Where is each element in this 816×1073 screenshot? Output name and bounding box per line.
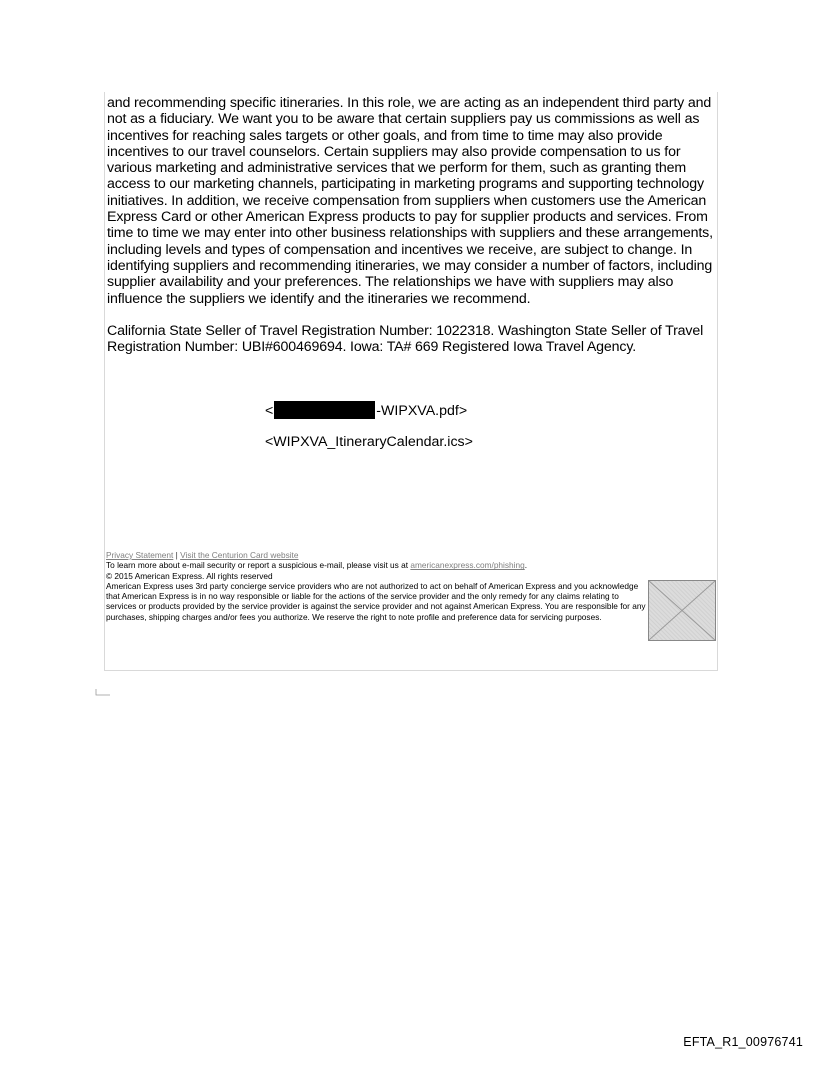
privacy-statement-link[interactable]: Privacy Statement — [106, 550, 174, 560]
email-footer — [106, 550, 651, 622]
centurion-card-link[interactable]: Visit the Centurion Card website — [180, 550, 299, 560]
pdf-attachment-prefix: < — [265, 403, 274, 419]
pdf-attachment-name: -WIPXVA.pdf> — [376, 403, 468, 419]
commission-disclosure-paragraph: and recommending specific itineraries. In this role, we are acting as an independent third party and not as a fiduciary. We want you to be aware that certain suppliers pay us commissions as well as incentives for reaching sales targets or other goals, and from time to time may also provide incentives to our travel counselors. Certain suppliers may also provide compensation to us for various marketing and administrative services that we perform for them, such as granting them access to our marketing channels, participating in marketing programs and supporting technology initiatives. In addition, we receive compensation from suppliers when customers use the American Express Card or other American Express products to pay for supplier products and services. From time to time we may enter into other business relationships with suppliers and these arrangements, including levels and types of compensation and incentives we receive, are subject to change. In identifying suppliers and recommending itineraries, we may consider a number of factors, including supplier availability and your preferences. The relationships we have with suppliers may also influence the suppliers we identify and the itineraries we recommend. — [107, 95, 713, 307]
concierge-disclaimer: American Express uses 3rd party concierge service providers who are not authorized to act on behalf of American Express and you acknowledge that American Express is in no way responsible or liable for the actions of the service provider and the only remedy for any claims relating to services or products provided by the service provider is against the service provider and not against American Express. You are responsible for any purchases, shipping charges and/or fees you authorize. We reserve the right to note profile and preference data for servicing purposes. — [106, 580, 646, 622]
broken-image-placeholder — [648, 580, 716, 641]
footer-link-separator: | — [175, 550, 178, 560]
artifact-mark-icon — [95, 688, 111, 696]
phishing-link[interactable]: americanexpress.com/phishing — [410, 560, 525, 571]
pdf-attachment[interactable] — [265, 401, 467, 420]
registration-paragraph: California State Seller of Travel Registration Number: 1022318. Washington State Seller of Travel Registration Number: UBI#600469694. Iowa: TA# 669 Registered Iowa Travel Agency. — [107, 322, 704, 356]
security-notice-text: To learn more about e-mail security or report a suspicious e-mail, please visit us at — [106, 560, 411, 571]
copyright-notice: © 2015 American Express. All rights reserved — [106, 570, 273, 581]
security-notice-end: . — [524, 560, 528, 571]
calendar-attachment[interactable] — [265, 434, 473, 451]
email-body — [107, 95, 719, 355]
footer-links — [106, 550, 651, 560]
image-placeholder-icon — [649, 581, 715, 640]
calendar-attachment-name: <WIPXVA_ItineraryCalendar.ics> — [265, 434, 473, 450]
redaction-box — [274, 401, 375, 419]
security-notice — [106, 560, 651, 570]
document-id: EFTA_R1_00976741 — [683, 1035, 803, 1049]
